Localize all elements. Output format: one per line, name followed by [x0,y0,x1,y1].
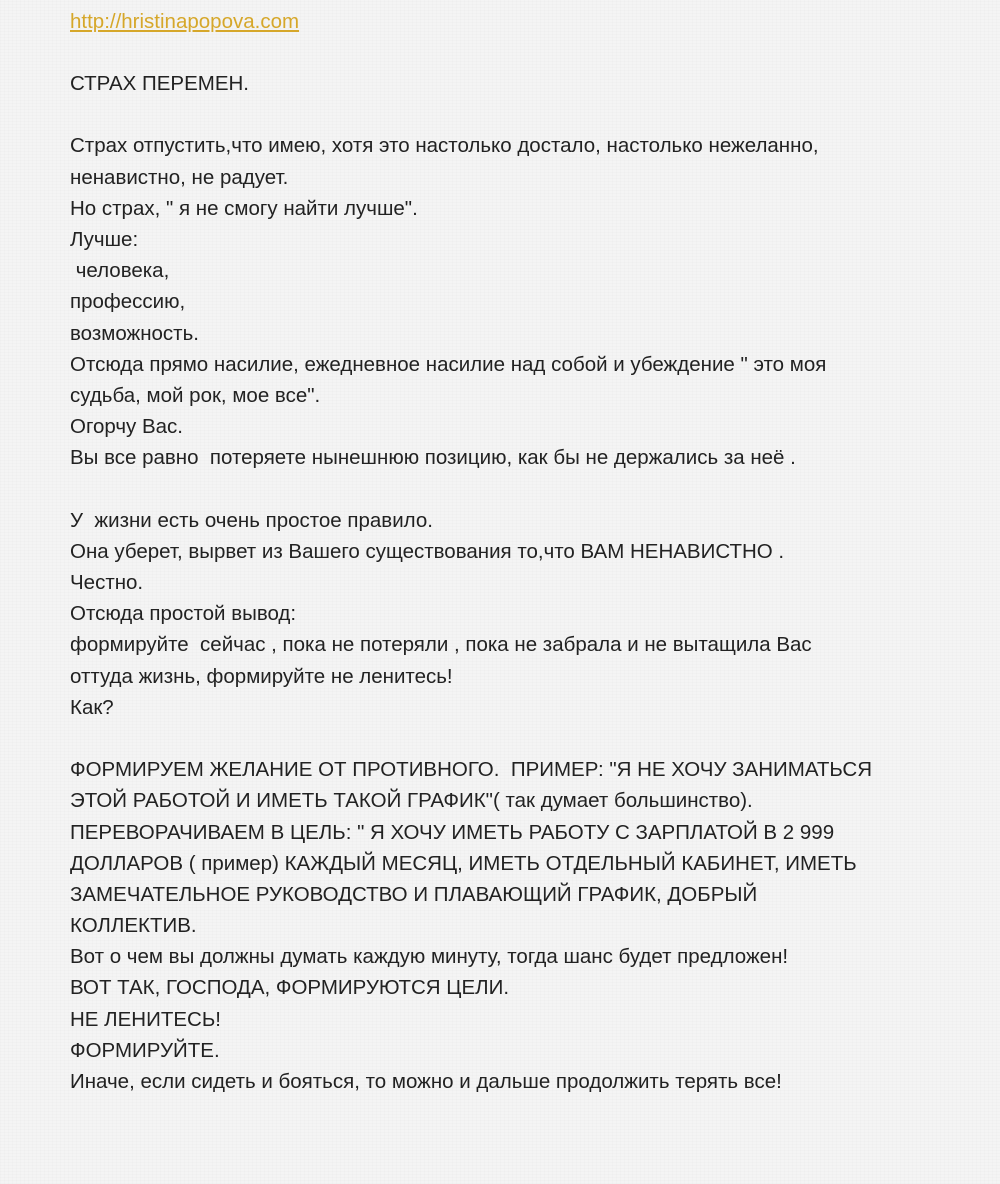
text-line: КОЛЛЕКТИВ. [70,914,197,938]
text-line: Отсюда прямо насилие, ежедневное насилие над собой и убеждение " это моя [70,352,827,376]
text-line: Она уберет, вырвет из Вашего существования то,что ВАМ НЕНАВИСТНО . [70,539,785,563]
text-line: Страх отпустить,что имею, хотя это настолько достало, настолько нежеланно, [70,134,819,158]
text-line: ДОЛЛАРОВ ( пример) КАЖДЫЙ МЕСЯЦ, ИМЕТЬ ОТДЕЛЬНЫЙ КАБИНЕТ, ИМЕТЬ [70,851,857,875]
text-line: ПЕРЕВОРАЧИВАЕМ В ЦЕЛЬ: " Я ХОЧУ ИМЕТЬ РАБОТУ С ЗАРПЛАТОЙ В 2 999 [70,820,835,844]
text-line: Вы все равно потеряете нынешнюю позицию, как бы не держались за неё . [70,446,796,470]
text-line: возможность. [70,321,199,345]
paragraph-gap [70,99,970,130]
note-title: СТРАХ ПЕРЕМЕН. [70,72,249,95]
text-line: ненавистно, не радует. [70,165,289,189]
text-line: Лучше: [70,227,139,251]
text-line: Честно. [70,571,144,594]
paragraph-3 [70,754,970,1097]
text-line: Огорчу Вас. [70,415,183,439]
website-link[interactable]: http://hristinapopova.com [70,10,300,33]
text-line: НЕ ЛЕНИТЕСЬ! [70,1007,221,1031]
text-line: Но страх, " я не смогу найти лучше". [70,196,418,220]
text-line: ФОРМИРУЙТЕ. [70,1038,220,1062]
text-line: ФОРМИРУЕМ ЖЕЛАНИЕ ОТ ПРОТИВНОГО. ПРИМЕР: "Я НЕ ХОЧУ ЗАНИМАТЬСЯ [70,758,873,782]
text-line: Иначе, если сидеть и бояться, то можно и дальше продолжить терять все! [70,1070,782,1093]
text-line: У жизни есть очень простое правило. [70,508,433,532]
text-line: ЭТОЙ РАБОТОЙ И ИМЕТЬ ТАКОЙ ГРАФИК"( так думает большинство). [70,789,753,813]
text-line: ЗАМЕЧАТЕЛЬНОЕ РУКОВОДСТВО И ПЛАВАЮЩИЙ ГРАФИК, ДОБРЫЙ [70,882,758,906]
paragraph-1 [70,130,970,473]
text-line: судьба, мой рок, мое все". [70,383,321,407]
paragraph-gap [70,473,970,504]
text-line: Как? [70,695,114,719]
text-line: человека, [70,259,170,283]
note-document [70,4,970,1097]
paragraph-gap [70,723,970,754]
paragraph-2 [70,505,970,723]
text-line: Вот о чем вы должны думать каждую минуту, тогда шанс будет предложен! [70,945,789,969]
text-line: Отсюда простой вывод: [70,602,297,626]
text-line: ВОТ ТАК, ГОСПОДА, ФОРМИРУЮТСЯ ЦЕЛИ. [70,976,510,1000]
text-line: оттуда жизнь, формируйте не ленитесь! [70,664,453,688]
text-line: формируйте сейчас , пока не потеряли , пока не забрала и не вытащила Вас [70,633,812,657]
text-line: профессию, [70,290,186,314]
